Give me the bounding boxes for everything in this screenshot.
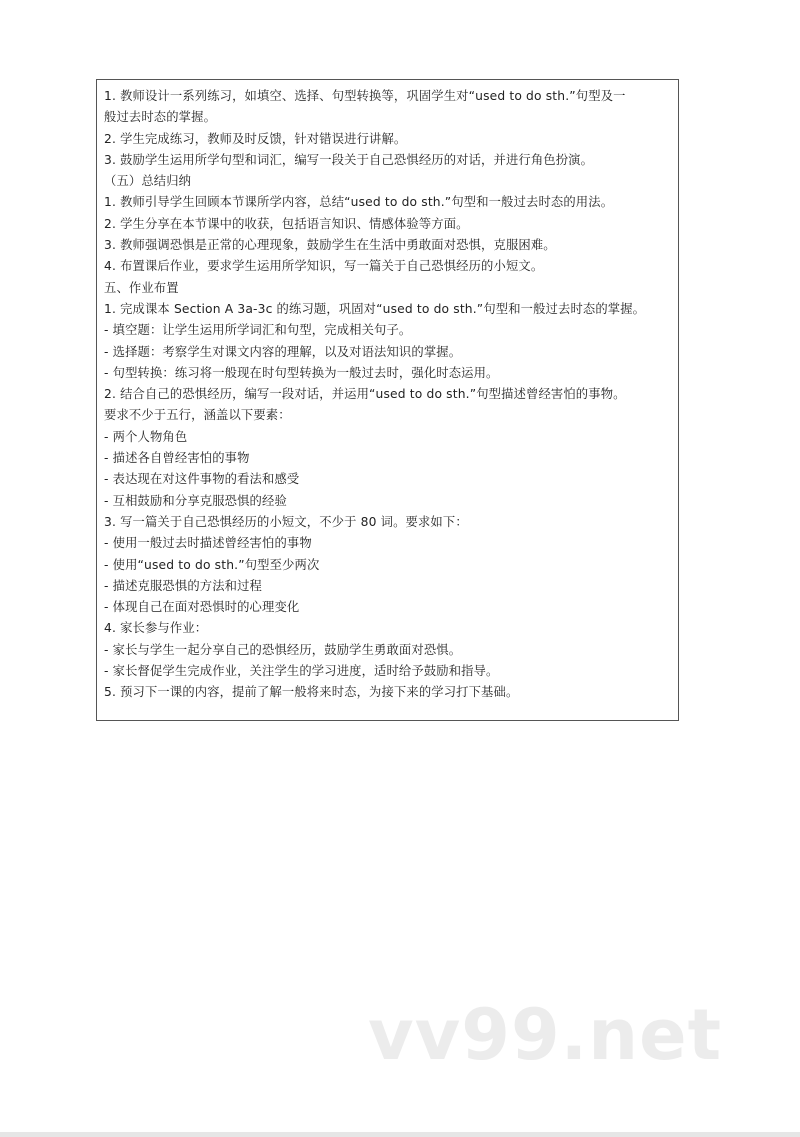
text-line: 3. 教师强调恐惧是正常的心理现象，鼓励学生在生活中勇敢面对恐惧，克服困难。 (104, 238, 556, 253)
lesson-plan-text-box (96, 79, 679, 721)
text-line: - 句型转换：练习将一般现在时句型转换为一般过去时，强化时态运用。 (104, 365, 499, 380)
text-line: - 描述各自曾经害怕的事物 (104, 451, 250, 466)
section-heading: （五）总结归纳 (104, 174, 192, 189)
page-bottom-edge (0, 1132, 800, 1137)
text-line: 2. 学生完成练习，教师及时反馈，针对错误进行讲解。 (104, 131, 407, 146)
text-line: - 表达现在对这件事物的看法和感受 (104, 472, 300, 487)
text-line: 要求不少于五行，涵盖以下要素： (104, 408, 291, 423)
section-heading: 五、作业布置 (104, 280, 179, 295)
text-line: 5. 预习下一课的内容，提前了解一般将来时态，为接下来的学习打下基础。 (104, 685, 519, 700)
text-line: 1. 完成课本 Section A 3a-3c 的练习题，巩固对“used to do sth.”句型和一般过去时态的掌握。 (104, 301, 646, 316)
text-line: - 填空题：让学生运用所学词汇和句型，完成相关句子。 (104, 323, 412, 338)
text-line: 2. 结合自己的恐惧经历，编写一段对话，并运用“used to do sth.”句型描述曾经害怕的事物。 (104, 387, 626, 402)
text-line: - 家长督促学生完成作业，关注学生的学习进度，适时给予鼓励和指导。 (104, 664, 499, 679)
text-line: - 选择题：考察学生对课文内容的理解，以及对语法知识的掌握。 (104, 344, 462, 359)
text-line: - 家长与学生一起分享自己的恐惧经历，鼓励学生勇敢面对恐惧。 (104, 642, 462, 657)
text-line: 般过去时态的掌握。 (104, 110, 217, 125)
text-line: 4. 布置课后作业，要求学生运用所学知识，写一篇关于自己恐惧经历的小短文。 (104, 259, 544, 274)
text-line: 1. 教师引导学生回顾本节课所学内容，总结“used to do sth.”句型和一般过去时态的用法。 (104, 195, 614, 210)
text-line: - 描述克服恐惧的方法和过程 (104, 578, 263, 593)
text-line: - 两个人物角色 (104, 429, 188, 444)
text-line: - 使用一般过去时描述曾经害怕的事物 (104, 536, 312, 551)
site-watermark: vv99.net (368, 994, 723, 1076)
text-line: 3. 写一篇关于自己恐惧经历的小短文，不少于 80 词。要求如下： (104, 514, 468, 529)
text-line: - 互相鼓励和分享克服恐惧的经验 (104, 493, 287, 508)
text-line: 2. 学生分享在本节课中的收获，包括语言知识、情感体验等方面。 (104, 216, 469, 231)
text-line: 4. 家长参与作业： (104, 621, 208, 636)
text-line: - 体现自己在面对恐惧时的心理变化 (104, 600, 300, 615)
text-line: - 使用“used to do sth.”句型至少两次 (104, 557, 320, 572)
text-line: 3. 鼓励学生运用所学句型和词汇，编写一段关于自己恐惧经历的对话，并进行角色扮演。 (104, 152, 594, 167)
text-line: 1. 教师设计一系列练习，如填空、选择、句型转换等，巩固学生对“used to do sth.”句型及一 (104, 89, 626, 103)
